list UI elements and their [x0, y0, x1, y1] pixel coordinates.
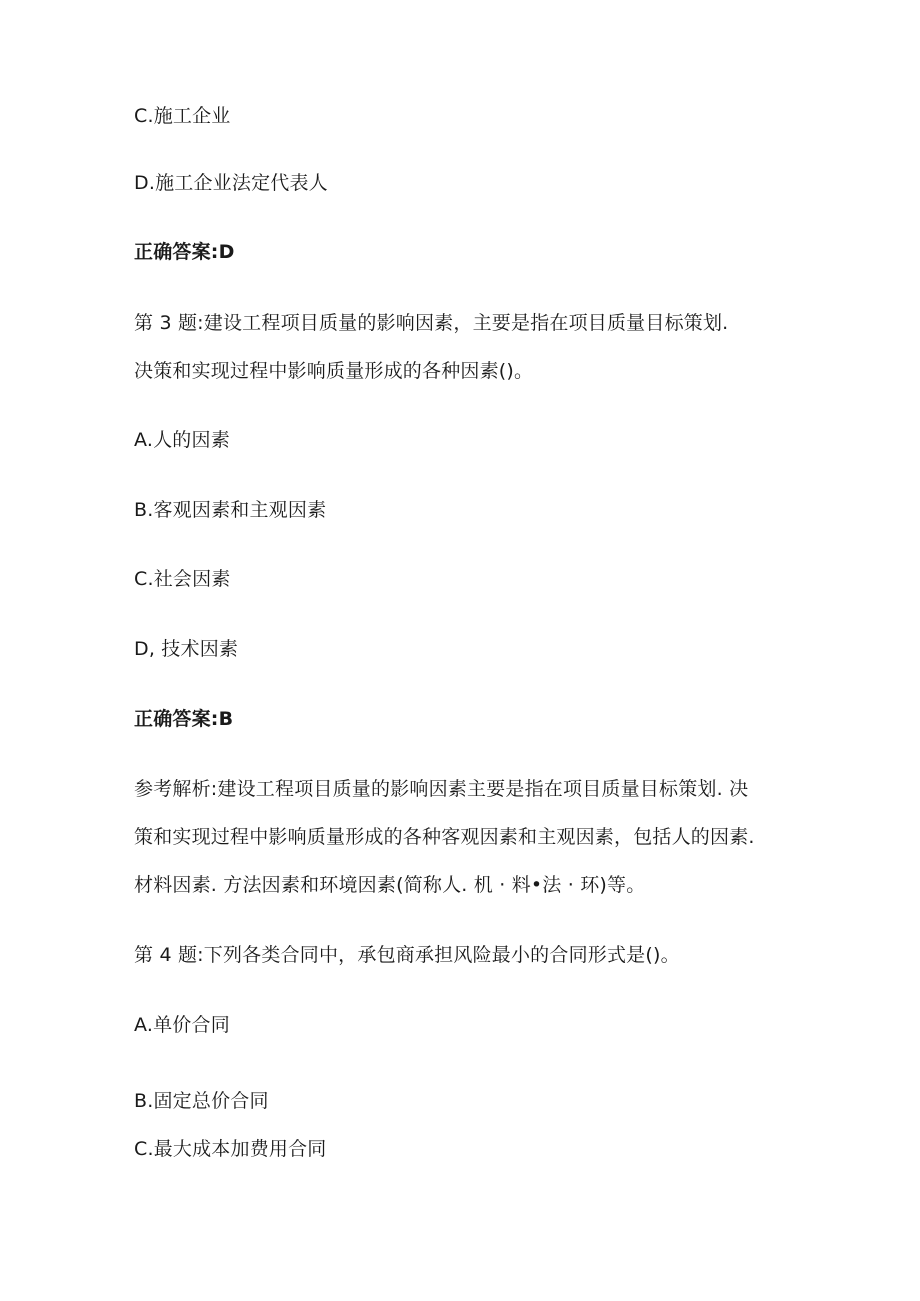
q3-question-line1: 第 3 题:建设工程项目质量的影响因素，主要是指在项目质量目标策划.: [134, 312, 729, 334]
q4-option-b: B.固定总价合同: [134, 1090, 269, 1112]
q3-analysis-line1: 参考解析:建设工程项目质量的影响因素主要是指在项目质量目标策划. 决: [134, 778, 749, 800]
q3-option-a: A.人的因素: [134, 429, 230, 451]
q3-analysis-line3: 材料因素. 方法因素和环境因素(简称人. 机 · 料•法 · 环)等。: [134, 874, 646, 896]
q4-question: 第 4 题:下列各类合同中，承包商承担风险最小的合同形式是()。: [134, 944, 680, 966]
q2-answer: 正确答案:D: [134, 241, 235, 263]
q3-answer: 正确答案:B: [134, 708, 234, 730]
q4-option-c: C.最大成本加费用合同: [134, 1138, 327, 1160]
q2-option-c: C.施工企业: [134, 105, 231, 127]
q2-option-d: D.施工企业法定代表人: [134, 172, 328, 194]
q3-option-b: B.客观因素和主观因素: [134, 499, 327, 521]
q3-analysis-line2: 策和实现过程中影响质量形成的各种客观因素和主观因素，包括人的因素.: [134, 826, 755, 848]
q3-option-d: D, 技术因素: [134, 638, 239, 660]
q3-option-c: C.社会因素: [134, 568, 231, 590]
q4-option-a: A.单价合同: [134, 1014, 230, 1036]
q3-question-line2: 决策和实现过程中影响质量形成的各种因素()。: [134, 360, 534, 382]
